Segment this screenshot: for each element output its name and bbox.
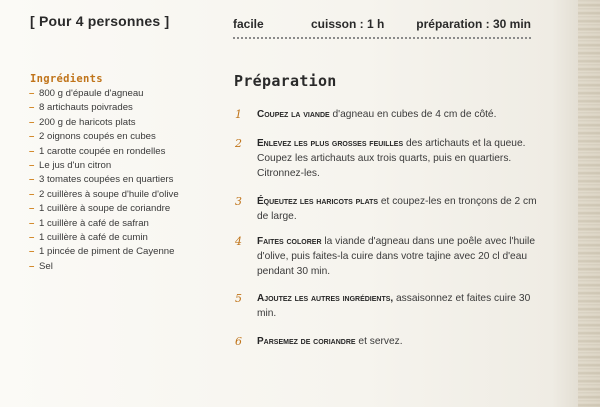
ingredient-item: – 800 g d'épaule d'agneau bbox=[29, 87, 179, 101]
step-text bbox=[257, 335, 537, 350]
step-number: 1 bbox=[235, 108, 242, 121]
preparation-time-label: préparation : 30 min bbox=[416, 17, 531, 31]
bullet-icon: – bbox=[29, 88, 35, 99]
ingredient-item: – 3 tomates coupées en quartiers bbox=[29, 173, 179, 187]
step-text bbox=[257, 195, 537, 225]
ingredient-item: – 1 cuillère à café de cumin bbox=[29, 231, 179, 245]
bullet-icon: – bbox=[29, 246, 35, 258]
header-divider bbox=[233, 37, 531, 39]
step-lead: Parsemez de coriandre bbox=[257, 336, 356, 347]
ingredients-title: Ingrédients bbox=[30, 73, 103, 85]
step-text bbox=[257, 235, 537, 279]
page-edge bbox=[578, 0, 600, 407]
step-number: 6 bbox=[235, 335, 242, 348]
bullet-icon: – bbox=[29, 217, 35, 229]
ingredients-list bbox=[29, 87, 179, 274]
ingredient-item: – 200 g de haricots plats bbox=[29, 116, 179, 130]
ingredient-item: – 1 carotte coupée en rondelles bbox=[29, 145, 179, 159]
ingredient-item: – 2 cuillères à soupe d'huile d'olive bbox=[29, 188, 179, 202]
bullet-icon: – bbox=[29, 174, 35, 186]
bullet-icon: – bbox=[29, 131, 35, 143]
cooking-time-label: cuisson : 1 h bbox=[311, 17, 385, 31]
step-number: 3 bbox=[235, 195, 242, 208]
step-lead: Enlevez les plus grosses feuilles bbox=[257, 138, 404, 149]
step-body: et coupez-les en tronçons de 2 cm de large. bbox=[257, 196, 537, 222]
step-body: et servez. bbox=[355, 336, 403, 347]
ingredient-item: – 8 artichauts poivrades bbox=[29, 101, 179, 115]
step-number: 2 bbox=[235, 137, 242, 150]
step-text bbox=[257, 292, 537, 322]
ingredient-item: – 1 cuillère à soupe de coriandre bbox=[29, 202, 179, 216]
step-body: d'agneau en cubes de 4 cm de côté. bbox=[329, 109, 497, 120]
step-lead: Équeutez les haricots plats bbox=[257, 196, 379, 207]
step-body: assaisonnez et faites cuire 30 min. bbox=[257, 293, 531, 319]
ingredient-item: – 1 pincée de piment de Cayenne bbox=[29, 245, 179, 259]
step-body: la viande d'agneau dans une poêle avec l'huile d'olive, puis faites-la cuire dans votre tajine avec 20 cl d'eau pendant 30 min. bbox=[257, 236, 535, 277]
bullet-icon: – bbox=[29, 160, 35, 172]
bullet-icon: – bbox=[29, 145, 35, 157]
preparation-title: Préparation bbox=[234, 72, 337, 90]
ingredient-item: – 2 oignons coupés en cubes bbox=[29, 130, 179, 144]
bullet-icon: – bbox=[29, 116, 35, 128]
ingredient-item: – Le jus d'un citron bbox=[29, 159, 179, 173]
recipe-info-bar bbox=[233, 17, 531, 39]
step-number: 5 bbox=[235, 292, 242, 305]
step-body: des artichauts et la queue. Coupez les artichauts aux trois quarts, puis en quartiers. Citronnez-les. bbox=[257, 138, 526, 179]
step-text bbox=[257, 108, 537, 123]
bullet-icon: – bbox=[29, 102, 35, 114]
ingredient-item: – 1 cuillère à café de safran bbox=[29, 217, 179, 231]
step-lead: Coupez la viande bbox=[257, 109, 330, 120]
step-text bbox=[257, 137, 537, 181]
bullet-icon: – bbox=[29, 203, 35, 215]
bullet-icon: – bbox=[29, 260, 35, 272]
bullet-icon: – bbox=[29, 232, 35, 244]
step-lead: Faites colorer bbox=[257, 236, 322, 247]
bullet-icon: – bbox=[29, 188, 35, 200]
step-lead: Ajoutez les autres ingrédients, bbox=[257, 293, 394, 304]
difficulty-label: facile bbox=[233, 17, 264, 31]
ingredient-item: – Sel bbox=[29, 260, 179, 274]
servings-label: [ Pour 4 personnes ] bbox=[30, 13, 170, 29]
step-number: 4 bbox=[235, 235, 242, 248]
